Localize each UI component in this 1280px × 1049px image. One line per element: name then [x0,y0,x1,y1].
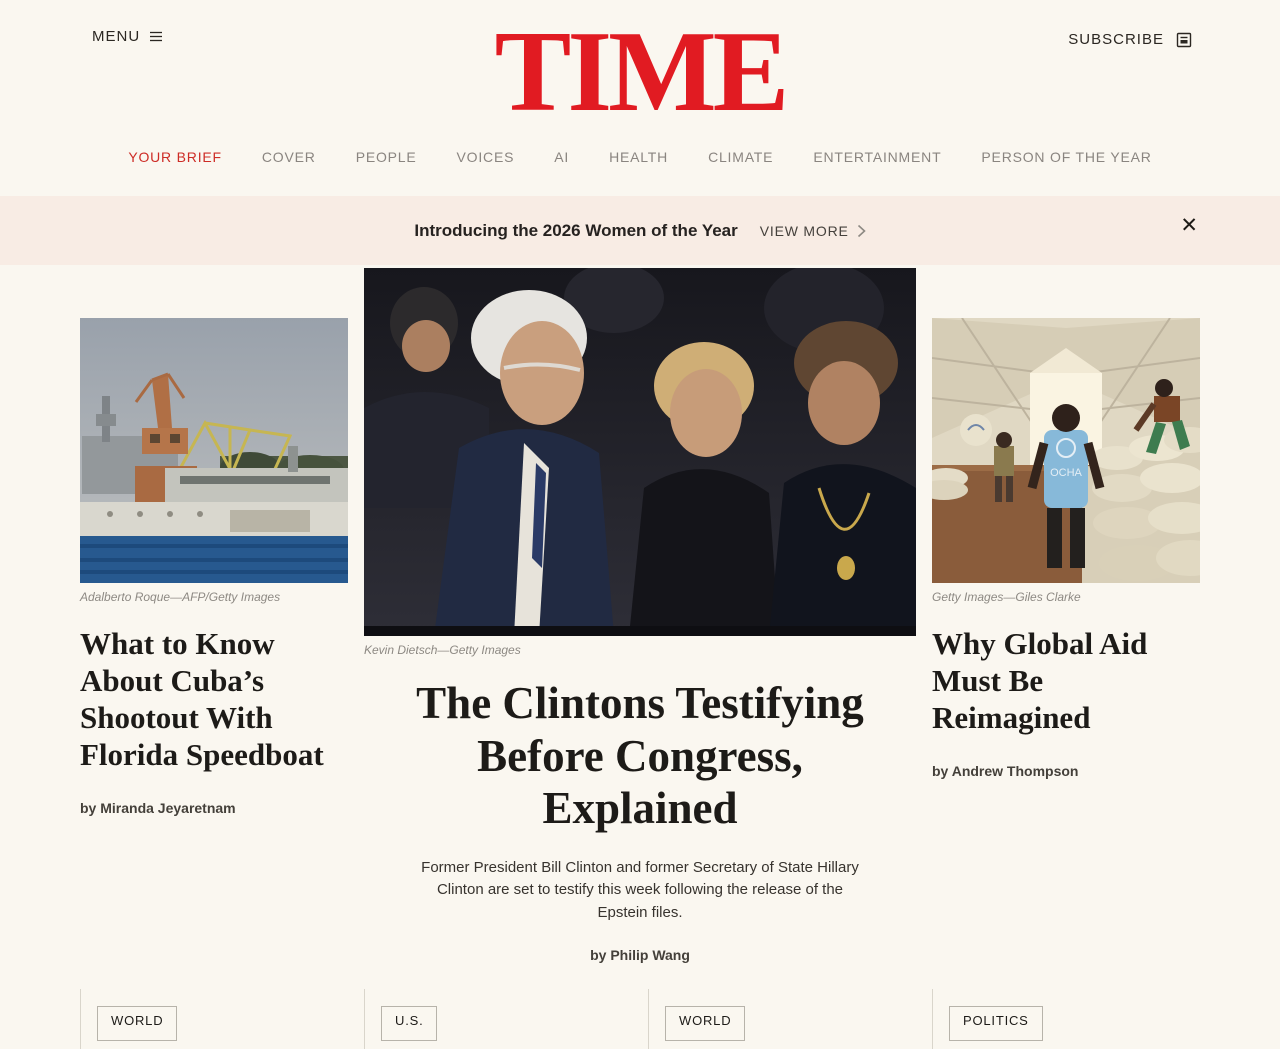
view-more-label: VIEW MORE [759,222,849,239]
article-headline-global-aid[interactable]: Why Global Aid Must Be Reimagined [932,626,1148,735]
ocha-shirt-text: OCHA [1050,467,1082,479]
photo-caption: Getty Images—Giles Clarke [932,590,1081,604]
nav-item-entertainment[interactable]: ENTERTAINMENT [813,149,942,165]
section-tag-world[interactable]: WORLD [665,1006,745,1041]
article-card-global-aid [932,318,1200,779]
article-headline-clintons[interactable]: The Clintons Testifying Before Congress, Explained [416,678,864,834]
article-dek: Former President Bill Clinton and former Secretary of State Hillary Clinton are set to testify this week following the release of the Epstein files. [421,858,859,921]
nav-item-voices[interactable]: VOICES [456,149,515,165]
article-card-clintons [364,268,916,963]
subscribe-button-label: SUBSCRIBE [1068,31,1164,48]
teaser-column-politics [932,989,1216,1049]
nav-item-person-of-the-year[interactable]: PERSON OF THE YEAR [981,149,1152,165]
nav-item-cover[interactable]: COVER [261,149,316,165]
teaser-column-world-1 [80,989,364,1049]
section-tag-politics[interactable]: POLITICS [949,1006,1043,1041]
nav-item-climate[interactable]: CLIMATE [708,149,774,165]
menu-button-label: MENU [92,28,141,45]
nav-item-health[interactable]: HEALTH [609,149,669,165]
article-byline[interactable]: by Andrew Thompson [932,762,1079,779]
view-more-link[interactable] [760,223,866,239]
chevron-right-icon [857,224,866,238]
article-headline-cuba[interactable]: What to Know About Cuba’s Shootout With Florida Speedboat [80,626,324,772]
article-byline[interactable]: by Miranda Jeyaretnam [80,799,236,816]
newspaper-icon [1176,32,1192,48]
teaser-column-us [364,989,648,1049]
cuba-port-photo[interactable] [80,318,348,583]
nav-item-ai[interactable]: AI [554,149,570,165]
time-logo[interactable]: TIME [494,8,786,135]
photo-caption: Adalberto Roque—AFP/Getty Images [80,590,281,604]
primary-nav [0,149,1280,165]
photo-caption: Kevin Dietsch—Getty Images [364,643,521,657]
section-tag-us[interactable]: U.S. [381,1006,437,1041]
section-teaser-row [80,989,1216,1049]
promo-banner [0,196,1280,265]
article-card-cuba [80,318,348,816]
teaser-column-world-2 [648,989,932,1049]
section-tag-world[interactable]: WORLD [97,1006,177,1041]
promo-banner-title: Introducing the 2026 Women of the Year [414,220,738,240]
nav-item-people[interactable]: PEOPLE [355,149,417,165]
nav-item-your-brief[interactable]: YOUR BRIEF [128,149,222,165]
site-header [0,0,1280,196]
banner-close-button[interactable]: ✕ [1180,214,1198,237]
subscribe-button[interactable] [1068,31,1192,48]
aid-tent-photo[interactable] [932,318,1200,583]
clintons-photo[interactable] [364,268,916,636]
article-byline[interactable]: by Philip Wang [590,947,690,964]
